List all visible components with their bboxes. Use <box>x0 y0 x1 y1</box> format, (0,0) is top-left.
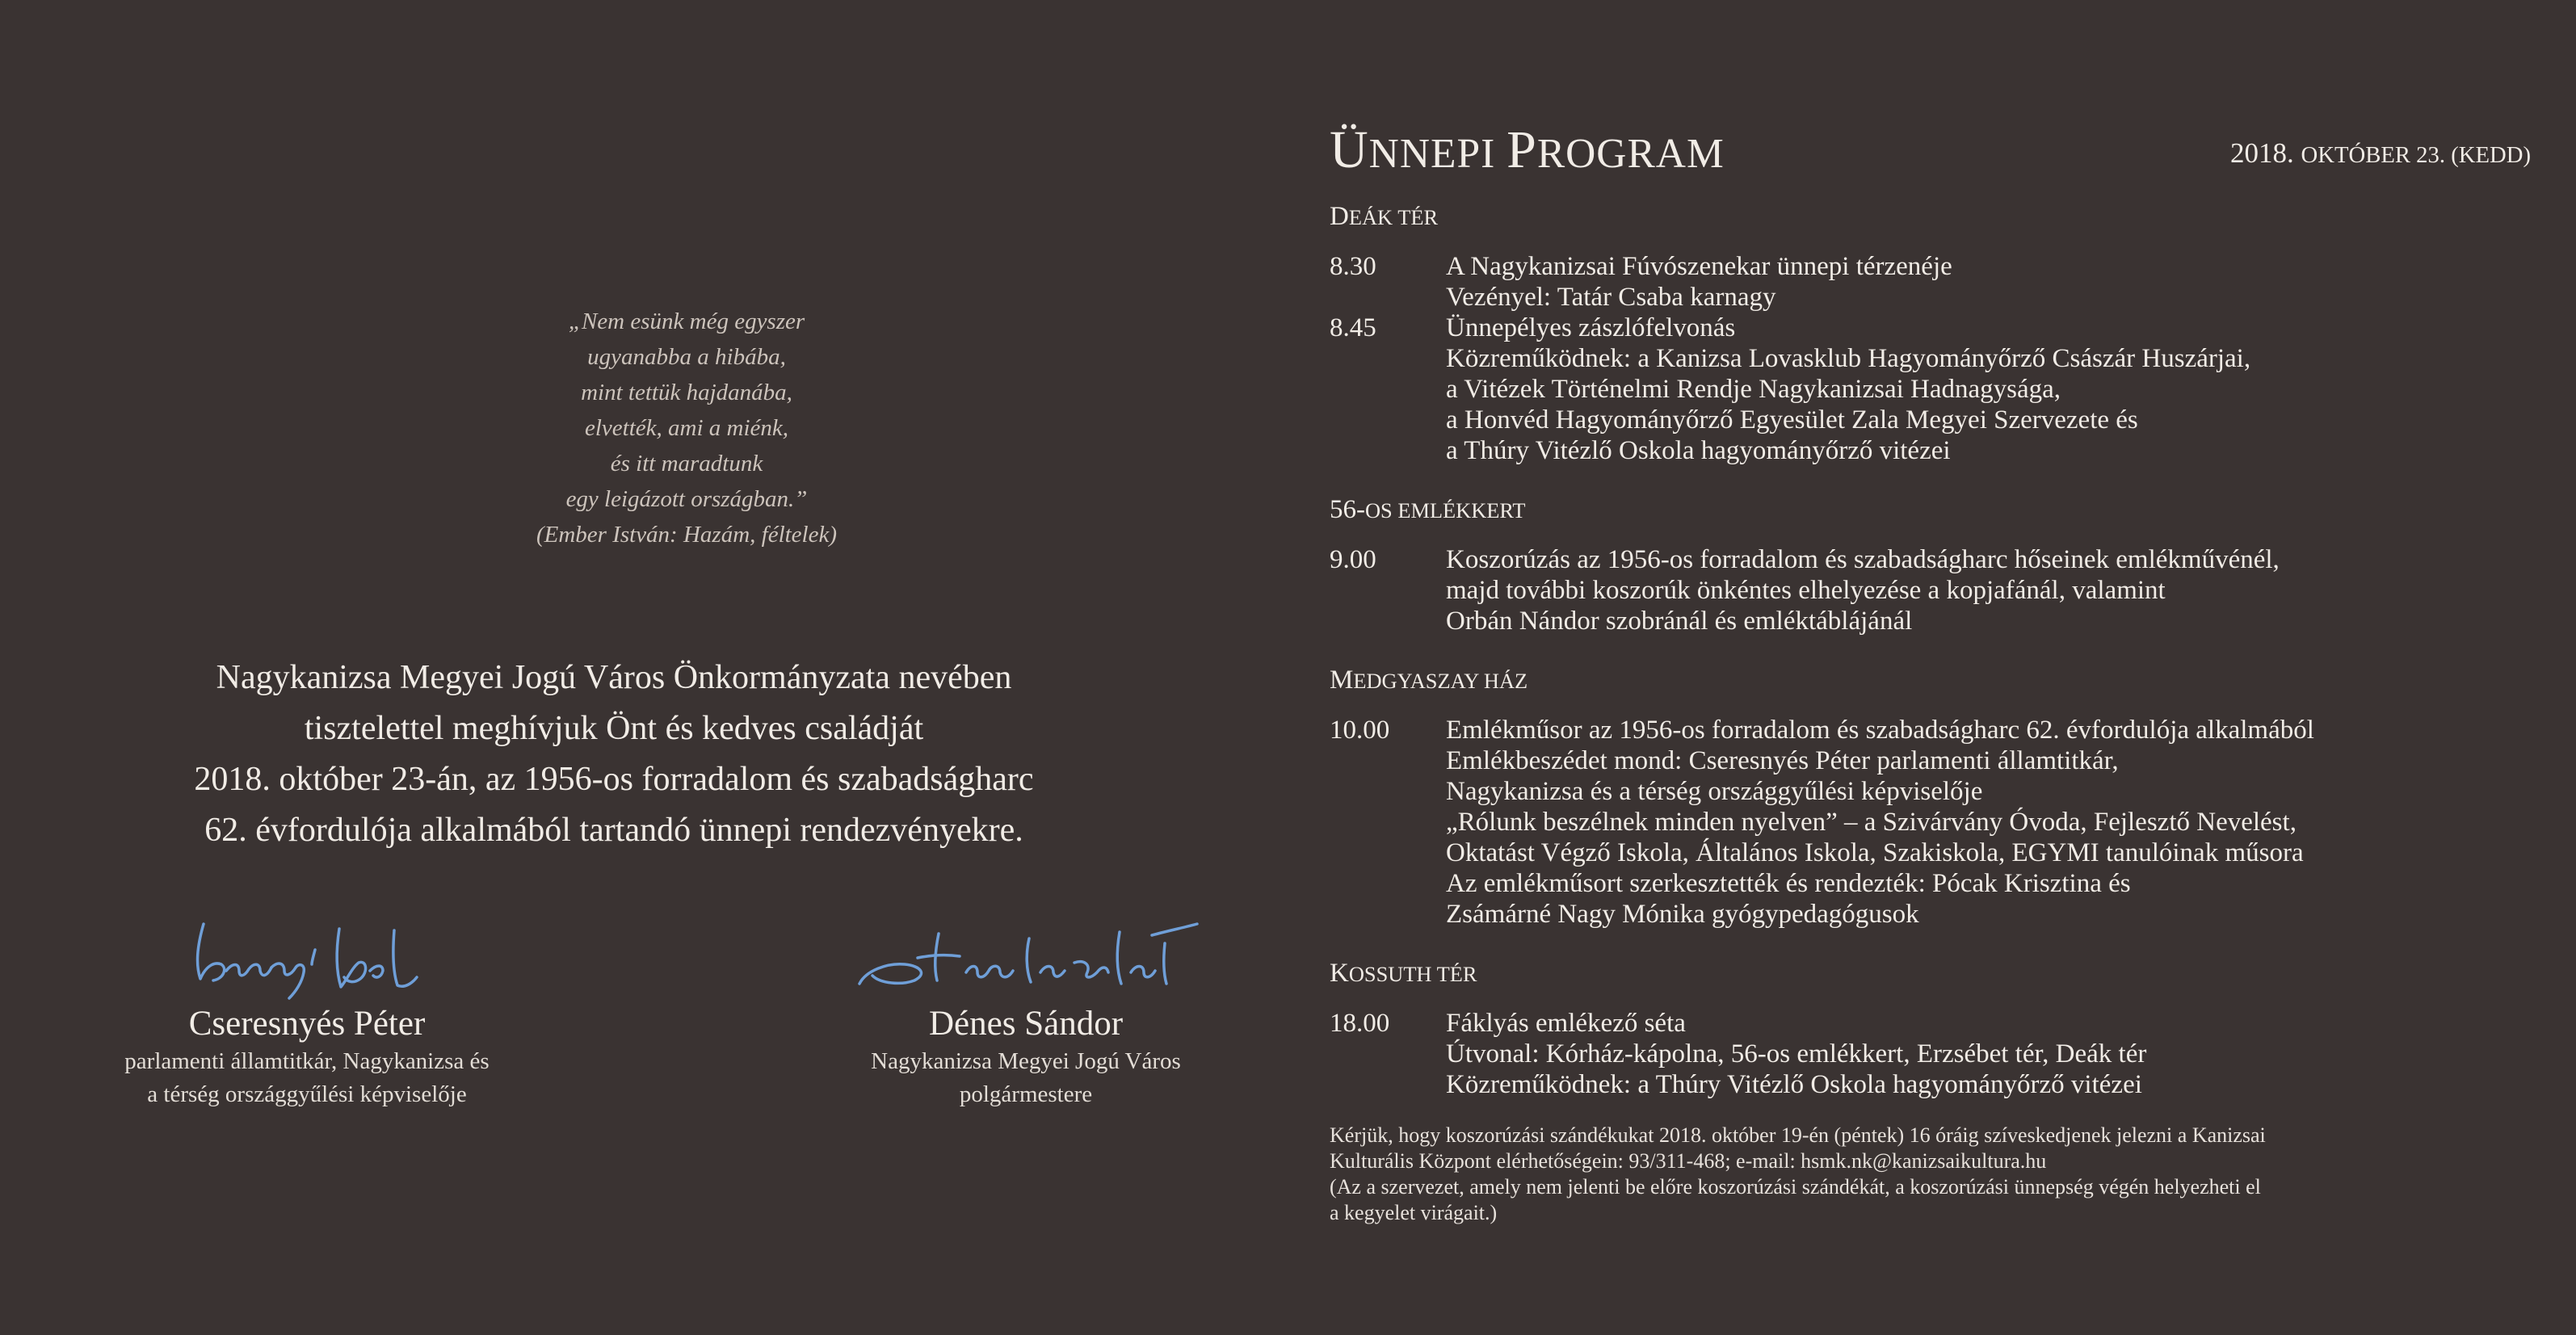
date-year: 2018. <box>2230 137 2301 169</box>
heading-cap: K <box>1330 959 1349 988</box>
event-line: Útvonal: Kórház-kápolna, 56-os emlékkert, Erzsébet tér, Deák tér <box>1446 1039 2147 1068</box>
event-line: „Rólunk beszélnek minden nyelven” – a Szivárvány Óvoda, Fejlesztő Nevelést, <box>1446 808 2297 837</box>
event-time: 10.00 <box>1330 716 1390 745</box>
program-title <box>1330 120 1725 185</box>
event-details <box>1446 715 2314 930</box>
program-section <box>1330 493 2541 636</box>
event-line: Emlékbeszédet mond: Cseresnyés Péter parlamenti államtitkár, <box>1446 746 2119 775</box>
heading-smallcaps: EÁK TÉR <box>1348 205 1439 229</box>
event-line: a Vitézek Történelmi Rendje Nagykanizsai Hadnagysága, <box>1446 375 2061 404</box>
event-line: Vezényel: Tatár Csaba karnagy <box>1446 283 1776 312</box>
event-time: 18.00 <box>1330 1009 1390 1038</box>
event-line: a Thúry Vitézlő Oskola hagyományőrző vitézei <box>1446 436 1951 465</box>
section-heading <box>1330 664 2541 697</box>
program-section <box>1330 957 2541 1100</box>
event-line: Zsámárné Nagy Mónika gyógypedagógusok <box>1446 900 1919 929</box>
event-line: Fáklyás emlékező séta <box>1446 1009 1686 1038</box>
heading-smallcaps: EDGYASZAY HÁZ <box>1353 669 1528 693</box>
event-line: Közreműködnek: a Thúry Vitézlő Oskola hagyományőrző vitézei <box>1446 1070 2142 1099</box>
program-event <box>1330 715 2541 930</box>
program-footnote <box>1330 1123 2541 1226</box>
event-line: Az emlékműsort szerkesztették és rendezték: Pócak Krisztina és <box>1446 869 2131 898</box>
invitation-text <box>113 653 1115 856</box>
signer-role: a térség országgyűlési képviselője <box>147 1081 467 1107</box>
title-cap: Ü <box>1330 120 1369 179</box>
poem-line: elvették, ami a miénk, <box>584 415 789 441</box>
program-date <box>2230 137 2531 170</box>
title-cap: P <box>1507 120 1537 179</box>
program-section <box>1330 200 2541 466</box>
signature-denes <box>848 914 1204 1003</box>
section-heading <box>1330 493 2541 527</box>
invitation-line: tisztelettel meghívjuk Önt és kedves családját <box>304 710 924 747</box>
event-details <box>1446 544 2280 636</box>
poem-attribution: (Ember István: Hazám, féltelek) <box>536 522 838 548</box>
program-section <box>1330 664 2541 930</box>
event-line: a Honvéd Hagyományőrző Egyesület Zala Megyei Szervezete és <box>1446 405 2138 435</box>
footnote-line: Kulturális Központ elérhetőségein: 93/311-468; e-mail: hsmk.nk@kanizsaikultura.hu <box>1330 1149 2047 1173</box>
section-heading <box>1330 957 2541 990</box>
program-event <box>1330 251 2541 313</box>
event-details <box>1446 251 1952 313</box>
event-line: Közreműködnek: a Kanizsa Lovasklub Hagyományőrző Császár Huszárjai, <box>1446 344 2251 373</box>
footnote-line: a kegyelet virágait.) <box>1330 1201 1498 1224</box>
signature-cseresnyes <box>186 914 428 1003</box>
signer-cseresnyes <box>89 914 525 1111</box>
event-line: majd további koszorúk önkéntes elhelyezése a kopjafánál, valamint <box>1446 576 2166 605</box>
footnote-line: (Az a szervezet, amely nem jelenti be előre koszorúzási szándékát, a koszorúzási ünnepség végén helyezheti el <box>1330 1175 2261 1199</box>
event-details <box>1446 1008 2146 1100</box>
section-heading <box>1330 200 2541 233</box>
program-panel <box>1288 0 2576 1335</box>
heading-cap: 56- <box>1330 495 1365 524</box>
signer-name: Dénes Sándor <box>928 1005 1124 1043</box>
heading-smallcaps: OSSUTH TÉR <box>1348 962 1477 986</box>
title-smallcaps: ROGRAM <box>1536 131 1725 177</box>
program-event <box>1330 1008 2541 1100</box>
event-line: Oktatást Végző Iskola, Általános Iskola, Szakiskola, EGYMI tanulóinak műsora <box>1446 838 2304 867</box>
program-event <box>1330 544 2541 636</box>
event-time: 8.45 <box>1330 313 1376 342</box>
event-line: Koszorúzás az 1956-os forradalom és szabadságharc hőseinek emlékművénél, <box>1446 545 2280 574</box>
event-details <box>1446 313 2250 466</box>
footnote-line: Kérjük, hogy koszorúzási szándékukat 2018. október 19-én (péntek) 16 óráig szíveskedjenek jelezni a Kanizsai <box>1330 1123 2266 1147</box>
invitation-line: 2018. október 23-án, az 1956-os forradalom és szabadságharc <box>194 761 1034 798</box>
program-list <box>1330 200 2541 1127</box>
poem-line: mint tettük hajdanába, <box>581 380 792 405</box>
poem-line: ugyanabba a hibába, <box>587 344 786 370</box>
program-event <box>1330 313 2541 466</box>
poem-line: és itt maradtunk <box>610 451 763 476</box>
title-smallcaps: NNEPI <box>1368 131 1507 177</box>
invitation-line: Nagykanizsa Megyei Jogú Város Önkormányzata nevében <box>216 659 1012 696</box>
signer-role: Nagykanizsa Megyei Jogú Város <box>871 1048 1181 1074</box>
event-line: Emlékműsor az 1956-os forradalom és szabadságharc 62. évfordulója alkalmából <box>1446 716 2314 745</box>
poem-quote <box>363 304 1010 552</box>
event-line: Orbán Nándor szobránál és emléktáblájánál <box>1446 607 1913 636</box>
event-time: 8.30 <box>1330 252 1376 281</box>
invitation-line: 62. évfordulója alkalmából tartandó ünnepi rendezvényekre. <box>204 812 1023 849</box>
signer-name: Cseresnyés Péter <box>188 1005 426 1043</box>
signer-role: parlamenti államtitkár, Nagykanizsa és <box>124 1048 490 1074</box>
signer-denes <box>800 914 1252 1111</box>
poem-line: egy leigázott országban.” <box>565 486 808 512</box>
event-line: Ünnepélyes zászlófelvonás <box>1446 313 1736 342</box>
poem-line: „Nem esünk még egyszer <box>568 309 805 334</box>
event-line: Nagykanizsa és a térség országgyűlési képviselője <box>1446 777 1983 806</box>
signer-role: polgármestere <box>959 1081 1093 1107</box>
heading-cap: D <box>1330 202 1349 231</box>
heading-cap: M <box>1330 665 1354 695</box>
date-smallcaps: OKTÓBER 23. (KEDD) <box>2301 142 2531 168</box>
event-line: A Nagykanizsai Fúvószenekar ünnepi térzenéje <box>1446 252 1952 281</box>
heading-smallcaps: OS EMLÉKKERT <box>1365 498 1526 523</box>
event-time: 9.00 <box>1330 545 1376 574</box>
